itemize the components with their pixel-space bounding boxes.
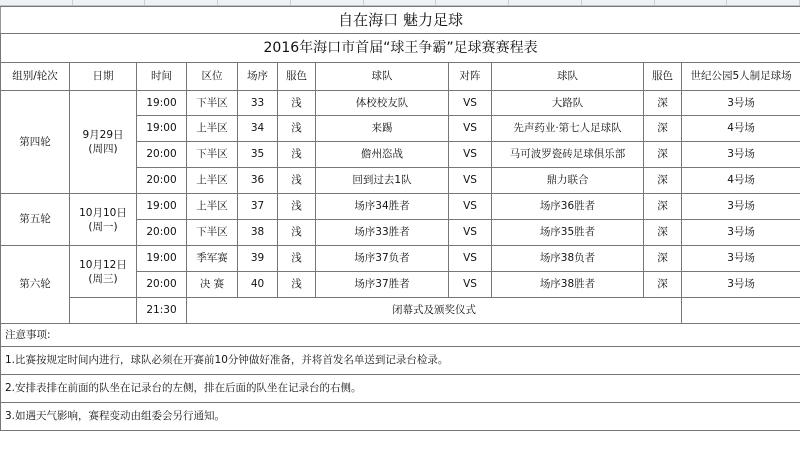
time-cell: 19:00 <box>137 246 187 272</box>
note-row <box>1 347 800 375</box>
vs-cell: VS <box>449 272 492 298</box>
time-cell: 20:00 <box>137 220 187 246</box>
note-row <box>1 375 800 403</box>
header-row <box>1 63 800 91</box>
header-cell: 球队 <box>316 63 449 91</box>
team-cell: 马可波罗瓷砖足球俱乐部 <box>492 142 644 168</box>
vs-cell: VS <box>449 168 492 194</box>
time-cell: 19:00 <box>137 91 187 116</box>
header-cell: 区位 <box>187 63 238 91</box>
team-cell: 场序38负者 <box>492 246 644 272</box>
color-cell: 深 <box>644 116 682 142</box>
zone-cell: 下半区 <box>187 91 238 116</box>
color-cell: 浅 <box>278 194 316 220</box>
header-cell: 服色 <box>278 63 316 91</box>
team-cell: 场序38胜者 <box>492 272 644 298</box>
note-text: 3.如遇天气影响，赛程变动由组委会另行通知。 <box>1 403 800 431</box>
field-cell: 3号场 <box>682 142 800 168</box>
table-row <box>1 246 800 272</box>
empty-cell <box>70 298 137 324</box>
zone-cell: 上半区 <box>187 168 238 194</box>
field-cell: 3号场 <box>682 246 800 272</box>
ceremony-time: 21:30 <box>137 298 187 324</box>
team-cell: 鼎力联合 <box>492 168 644 194</box>
weekday-text: (周一) <box>88 220 118 233</box>
date-text: 10月12日 <box>79 258 127 271</box>
table-row <box>1 91 800 116</box>
zone-cell: 季军赛 <box>187 246 238 272</box>
team-cell: 体校校友队 <box>316 91 449 116</box>
header-cell: 时间 <box>137 63 187 91</box>
weekday-text: (周三) <box>88 272 118 285</box>
zone-cell: 上半区 <box>187 194 238 220</box>
seq-cell: 33 <box>238 91 278 116</box>
round-cell: 第六轮 <box>1 246 70 324</box>
team-cell: 场序34胜者 <box>316 194 449 220</box>
vs-cell: VS <box>449 246 492 272</box>
note-text: 1.比赛按规定时间内进行，球队必须在开赛前10分钟做好准备，并将首发名单送到记录台检录。 <box>1 347 800 375</box>
header-cell: 球队 <box>492 63 644 91</box>
header-cell: 服色 <box>644 63 682 91</box>
note-text: 2.安排表排在前面的队坐在记录台的左侧，排在后面的队坐在记录台的右侧。 <box>1 375 800 403</box>
zone-cell: 下半区 <box>187 220 238 246</box>
schedule-table <box>0 6 800 431</box>
field-cell: 3号场 <box>682 194 800 220</box>
header-cell: 世纪公园5人制足球场 <box>682 63 800 91</box>
team-cell: 场序37胜者 <box>316 272 449 298</box>
time-cell: 20:00 <box>137 142 187 168</box>
ceremony-row <box>1 298 800 324</box>
field-cell: 4号场 <box>682 168 800 194</box>
color-cell: 深 <box>644 246 682 272</box>
time-cell: 19:00 <box>137 116 187 142</box>
field-cell: 3号场 <box>682 272 800 298</box>
note-row <box>1 403 800 431</box>
time-cell: 20:00 <box>137 272 187 298</box>
color-cell: 浅 <box>278 142 316 168</box>
team-cell: 回到过去1队 <box>316 168 449 194</box>
date-cell <box>70 246 137 298</box>
table-row <box>1 194 800 220</box>
notes-title: 注意事项: <box>1 324 800 347</box>
seq-cell: 36 <box>238 168 278 194</box>
color-cell: 浅 <box>278 116 316 142</box>
empty-cell <box>682 298 800 324</box>
color-cell: 深 <box>644 194 682 220</box>
vs-cell: VS <box>449 220 492 246</box>
team-cell: 场序35胜者 <box>492 220 644 246</box>
seq-cell: 39 <box>238 246 278 272</box>
color-cell: 浅 <box>278 246 316 272</box>
sheet-subtitle: 2016年海口市首届“球王争霸”足球赛赛程表 <box>1 34 800 63</box>
color-cell: 浅 <box>278 272 316 298</box>
date-cell <box>70 91 137 194</box>
round-cell: 第四轮 <box>1 91 70 194</box>
team-cell: 先声药业·第七人足球队 <box>492 116 644 142</box>
vs-cell: VS <box>449 194 492 220</box>
zone-cell: 上半区 <box>187 116 238 142</box>
color-cell: 深 <box>644 142 682 168</box>
zone-cell: 决 赛 <box>187 272 238 298</box>
color-cell: 浅 <box>278 220 316 246</box>
color-cell: 深 <box>644 220 682 246</box>
sheet-title: 自在海口 魅力足球 <box>1 7 800 34</box>
team-cell: 场序36胜者 <box>492 194 644 220</box>
color-cell: 深 <box>644 272 682 298</box>
notes-title-row <box>1 324 800 347</box>
weekday-text: (周四) <box>88 143 118 155</box>
team-cell: 儋州恣战 <box>316 142 449 168</box>
time-cell: 19:00 <box>137 194 187 220</box>
color-cell: 深 <box>644 91 682 116</box>
team-cell: 场序33胜者 <box>316 220 449 246</box>
team-cell: 大路队 <box>492 91 644 116</box>
color-cell: 深 <box>644 168 682 194</box>
seq-cell: 34 <box>238 116 278 142</box>
time-cell: 20:00 <box>137 168 187 194</box>
seq-cell: 38 <box>238 220 278 246</box>
date-text: 9月29日 <box>82 129 124 141</box>
team-cell: 来踢 <box>316 116 449 142</box>
field-cell: 3号场 <box>682 91 800 116</box>
color-cell: 浅 <box>278 91 316 116</box>
team-cell: 场序37负者 <box>316 246 449 272</box>
date-cell <box>70 194 137 246</box>
field-cell: 4号场 <box>682 116 800 142</box>
vs-cell: VS <box>449 116 492 142</box>
header-cell: 日期 <box>70 63 137 91</box>
round-cell: 第五轮 <box>1 194 70 246</box>
header-cell: 对阵 <box>449 63 492 91</box>
header-cell: 场序 <box>238 63 278 91</box>
seq-cell: 35 <box>238 142 278 168</box>
color-cell: 浅 <box>278 168 316 194</box>
date-text: 10月10日 <box>79 206 127 219</box>
ceremony-label: 闭幕式及颁奖仪式 <box>187 298 682 324</box>
seq-cell: 40 <box>238 272 278 298</box>
vs-cell: VS <box>449 142 492 168</box>
header-cell: 组别/轮次 <box>1 63 70 91</box>
field-cell: 3号场 <box>682 220 800 246</box>
seq-cell: 37 <box>238 194 278 220</box>
zone-cell: 下半区 <box>187 142 238 168</box>
vs-cell: VS <box>449 91 492 116</box>
